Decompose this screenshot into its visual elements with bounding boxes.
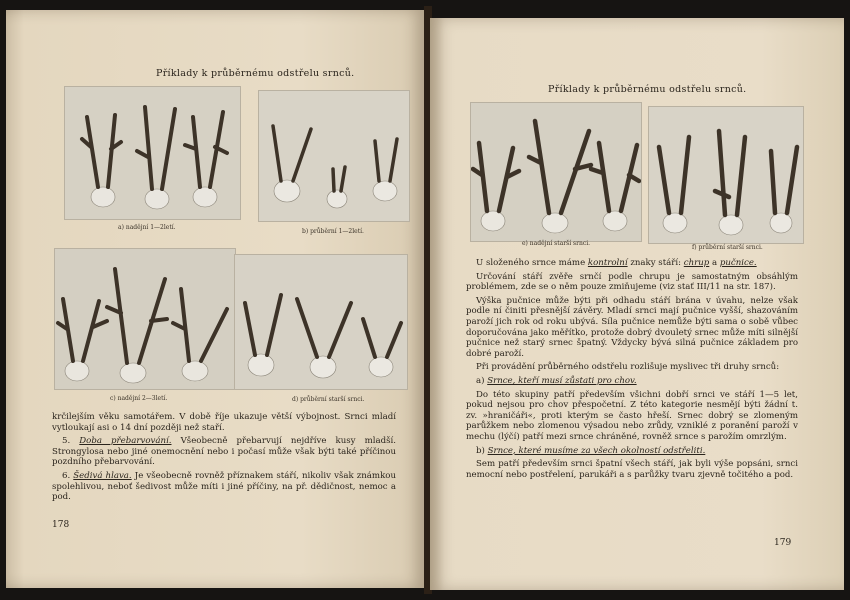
caption-a: a) nadějní 1—2letí. [118, 224, 176, 231]
left-paragraph-1: krčilejším věku samotářem. V době říje ukazuje větší výbojnost. Srnci mladí vytloukají asi o 14 dní později než staří. [52, 412, 396, 433]
left-paragraph-3 [52, 471, 396, 503]
left-paragraph-2 [52, 436, 396, 468]
right-paragraph-1-a: U složeného srnce máme [476, 258, 586, 268]
right-running-head: Příklady k průběrnému odstřelu srnců. [548, 84, 747, 95]
right-paragraph-6: Sem patří především srnci špatní všech stáří, jak byli výše popsáni, srnci nemocní nebo postřelení, parukáři a s parůžky tvaru zjevně točitého a pod. [466, 459, 798, 480]
right-heading-b-text: Srnce, které musíme za všech okolností odstřeliti. [487, 445, 706, 456]
antler-photo-d [234, 254, 408, 390]
right-heading-a [466, 376, 798, 387]
left-paragraph-2-body: Všeobecně přebarvují nejdříve kusy mladší. Strongylosa nebo jiné onemocnění nebo i počasí může však býti také příčinou pozdního přebarvování. [52, 436, 397, 468]
right-paragraph-1-e: a [712, 258, 718, 268]
left-paragraph-3-title: Šedivá hlava. [73, 470, 132, 481]
left-page-number: 178 [52, 520, 70, 530]
antler-photo-a [64, 86, 241, 220]
left-page [6, 10, 426, 588]
right-heading-b-label: b) [476, 445, 485, 456]
left-paragraph-3-body: Je všeobecně rovněž příznakem stáří, nikoliv však známkou spolehlivou, neboť šedivost může míti i jiné příčiny, na př. dědičnost, nemoc a pod. [52, 470, 396, 503]
left-body-text [52, 412, 396, 506]
right-paragraph-1 [466, 258, 798, 269]
right-heading-a-text: Srnce, kteří musí zůstati pro chov. [487, 375, 637, 386]
caption-b: b) průběrní 1—2letí. [302, 228, 364, 235]
antler-photo-e [470, 102, 642, 242]
right-paragraph-1-b: kontrolní [587, 258, 628, 268]
right-paragraph-2: Určování stáří zvěře srnčí podle chrupu je samostatným obsáhlým problémem, zde se o něm pouze zmiňujeme (viz stať III/11 na str. 187). [466, 271, 798, 293]
right-paragraph-1-c: znaky stáří: [630, 258, 682, 268]
caption-c: c) nadějní 2—3letí. [110, 395, 168, 402]
open-book [6, 6, 846, 594]
left-running-head: Příklady k průběrnému odstřelu srnců. [156, 68, 355, 79]
caption-d: d) průběrní starší srnci. [292, 396, 365, 403]
right-paragraph-4: Při provádění průběrného odstřelu rozlišuje myslivec tři druhy srnců: [476, 362, 780, 373]
right-paragraph-1-f: pučnice. [719, 258, 757, 268]
left-paragraph-2-title: Doba přebarvování. [79, 436, 172, 447]
right-body-text [466, 258, 798, 483]
left-paragraph-3-number: 6. [62, 470, 71, 481]
right-page-number: 179 [774, 538, 792, 548]
right-paragraph-3: Výška pučnice může býti při odhadu stáří brána v úvahu, nelze však podle ní činiti přesnější závěry. Mladí srnci mají pučnice vyšší, shazováním paroží jich rok od roku ubývá. Síla pučnice nemůže býti sama o sobě vůbec doporučována jako měřítko, protože dobrý dvouletý srnec může míti silnější pučnice než starý srnec špatný. Vždycky bývá silná pučnice základem pro dobré paroží. [466, 295, 798, 359]
antler-photo-f [648, 106, 804, 244]
antler-photo-b [258, 90, 410, 222]
right-heading-a-label: a) [476, 375, 485, 386]
caption-e: e) nadějní starší srnci. [522, 240, 591, 247]
right-heading-b [466, 446, 798, 457]
antler-photo-c [54, 248, 236, 390]
right-paragraph-5: Do této skupiny patří především všichni dobří srnci ve stáří 1—5 let, pokud nejsou pro chov přespočetní. Z této kategorie nesmějí býti žádní t. zv. »hraničáři«, proti kterým se často hřeší. Srnec dobrý se zlomeným parůžkem nebo zlomenou výsadou nebo zrůdy, vzniklé z poranění paroží v mechu (lýčí) patří mezi srnce chráněné, rovněž srnce s parožím omrzlým. [466, 389, 798, 442]
caption-f: f) průběrní starší srnci. [692, 244, 763, 251]
right-paragraph-1-d: chrup [683, 258, 710, 268]
right-page [430, 18, 844, 590]
left-paragraph-2-number: 5. [62, 436, 71, 447]
